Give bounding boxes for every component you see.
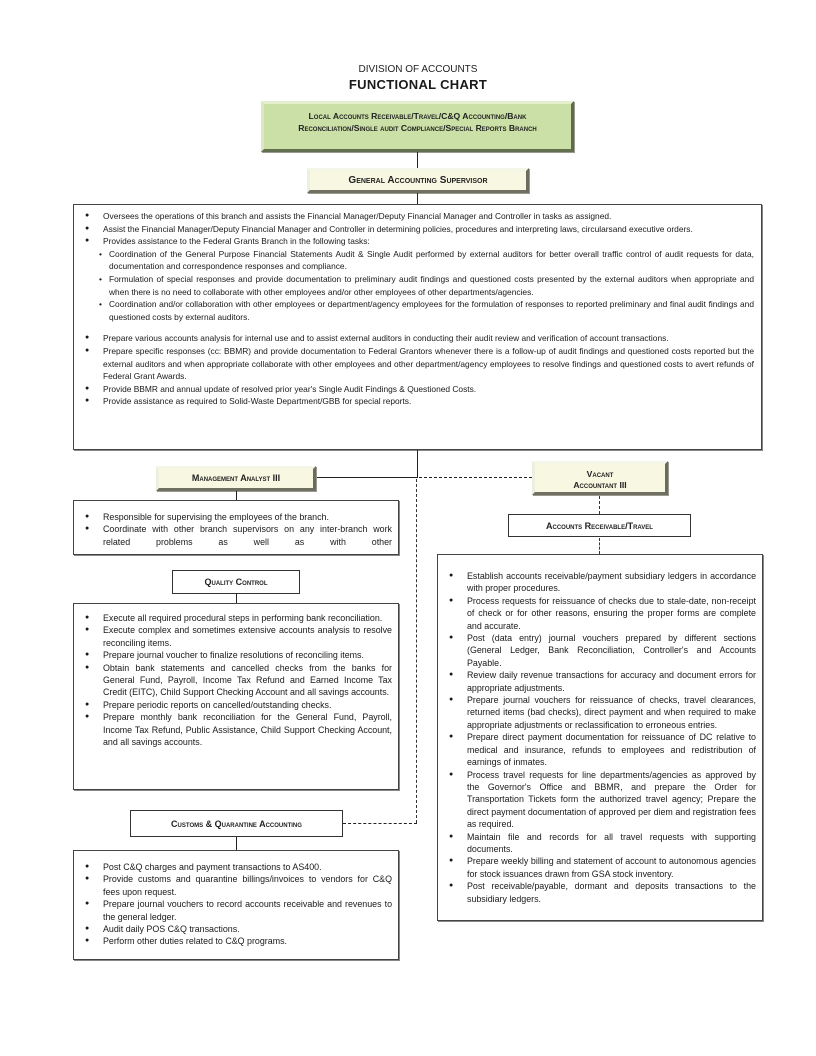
supervisor-duties-list — [77, 210, 754, 323]
connector-line — [417, 152, 418, 169]
duty-item: ● Maintain file and records for all travel requests with supporting documents. — [441, 831, 756, 856]
accounts-receivable-title: Accounts Receivable/Travel — [546, 520, 653, 531]
duty-item: ● Prepare monthly bank reconciliation for the General Fund, Payroll, Income Tax Refund, Public Assistance, Child Support Checking Account, and all savings accounts. — [77, 711, 392, 748]
supervisor-duties-list-2 — [77, 332, 754, 408]
customs-quarantine-title-box — [130, 810, 343, 837]
subtask-item: • Formulation of special responses and provide documentation to preliminary audit findings and questioned costs presented by the external auditors when appropriate and when there is no need to collaborate with other employees and/or other employees of other departments/agencies. — [97, 273, 754, 298]
quality-control-duties-box — [73, 603, 399, 790]
supervisor-duties-box — [73, 204, 762, 450]
duty-item-text: Provides assistance to the Federal Grants Branch in the following tasks: — [103, 236, 370, 247]
duty-item: ● Post receivable/payable, dormant and deposits transactions to the subsidiary ledgers. — [441, 880, 756, 905]
duty-item: ● Oversees the operations of this branch and assists the Financial Manager/Deputy Financial Manager and Controller in tasks as assigned. — [77, 210, 754, 223]
duty-item: ● Post C&Q charges and payment transactions to AS400. — [77, 861, 392, 873]
duty-item: ● Audit daily POS C&Q transactions. — [77, 923, 392, 935]
duty-item: ● Review daily revenue transactions for accuracy and document errors for appropriate adjustments. — [441, 669, 756, 694]
subtask-item: • Coordination of the General Purpose Financial Statements Audit & Single Audit performed by external auditors for better overall traffic control of audit requests for data, documentation and correspondence responses and compliance. — [97, 248, 754, 273]
management-analyst-title-box — [156, 466, 316, 491]
dashed-connector — [343, 823, 417, 824]
duty-item: ● Perform other duties related to C&Q programs. — [77, 935, 392, 947]
customs-quarantine-duties-list — [77, 861, 392, 948]
duty-item: ● Provide assistance as required to Solid-Waste Department/GBB for special reports. — [77, 395, 754, 408]
duty-item: ● Prepare journal vouchers to record accounts receivable and revenues to the general ledger. — [77, 898, 392, 923]
accountant-title: Accountant III — [573, 480, 627, 490]
connector-line — [236, 837, 237, 851]
connector-line — [417, 450, 418, 478]
accounts-receivable-duties-box — [437, 554, 763, 921]
duty-item: ● Prepare direct payment documentation for reissuance of DC relative to medical and insurance, refunds to employees and redistribution of earnings of inmates. — [441, 731, 756, 768]
dashed-connector — [419, 477, 532, 478]
quality-control-title: Quality Control — [204, 577, 268, 587]
federal-grants-subtasks — [97, 248, 754, 324]
dashed-connector — [599, 538, 600, 554]
duty-item — [77, 235, 754, 323]
duty-item: ● Coordinate with other branch supervisors on any inter-branch work related problems as well as with other — [77, 523, 392, 548]
duty-item: ● Process requests for reissuance of checks due to stale-date, non-receipt of check or for other reasons, ensuring the proper forms are complete and accurate. — [441, 595, 756, 632]
duty-item: ● Prepare specific responses (cc: BBMR) and provide documentation to Federal Grantors whenever there is a follow-up of audit findings and questioned costs reported but the external auditors and when appropriate collaborate with other employees and other department/agency employees to resolve findings and questioned costs to avert refunds of Federal Grant Awards. — [77, 345, 754, 383]
management-analyst-duties-list — [77, 511, 392, 548]
duty-item: ● Obtain bank statements and cancelled checks from the banks for General Fund, Payroll, Income Tax Refund and Earned Income Tax Credit (EITC), Child Support Checking Account and all savings accounts. — [77, 662, 392, 699]
dashed-connector — [416, 479, 417, 823]
connector-line — [316, 477, 417, 478]
quality-control-title-box — [172, 570, 300, 594]
supervisor-title-box — [307, 168, 529, 193]
duty-item: ● Assist the Financial Manager/Deputy Financial Manager and Controller in determining policies, procedures and interpreting laws, circularsand executive orders. — [77, 223, 754, 236]
subtask-item: • Coordination and/or collaboration with other employees or department/agency employees for the formulation of responses to reported preliminary and final audit findings and questioned costs by external auditors. — [97, 298, 754, 323]
duty-item: ● Prepare weekly billing and statement of account to autonomous agencies for stock issuances drawn from GSA stock inventory. — [441, 855, 756, 880]
duty-item: ● Prepare journal vouchers for reissuance of checks, travel clearances, returned items (bad checks), direct payment and when required to make appropriate adjustments or reclassification to erroneous entries. — [441, 694, 756, 731]
management-analyst-title: Management Analyst III — [191, 473, 281, 483]
customs-quarantine-duties-box — [73, 850, 399, 960]
accounts-receivable-duties-list — [441, 570, 756, 905]
management-analyst-duties-box — [73, 500, 399, 555]
duty-item: ● Prepare periodic reports on cancelled/outstanding checks. — [77, 699, 392, 711]
supervisor-title: General Accounting Supervisor — [348, 175, 488, 186]
branch-label: Local Accounts Receivable/Travel/C&Q Accounting/Bank Reconciliation/Single audit Compliance/Special Reports Branch — [298, 111, 537, 133]
duty-item: ● Provide BBMR and annual update of resolved prior year's Single Audit Findings & Questioned Costs. — [77, 383, 754, 396]
division-heading: DIVISION OF ACCOUNTS — [358, 64, 478, 75]
quality-control-duties-list — [77, 612, 392, 748]
vacant-accountant-title-box — [532, 461, 668, 495]
duty-item: ● Provide customs and quarantine billings/invoices to vendors for C&Q fees upon request. — [77, 873, 392, 898]
vacant-label: Vacant — [586, 469, 614, 479]
duty-item: ● Prepare journal voucher to finalize resolutions of reconciling items. — [77, 649, 392, 661]
duty-item: ● Establish accounts receivable/payment subsidiary ledgers in accordance with proper procedures. — [441, 570, 756, 595]
duty-item: ● Process travel requests for line departments/agencies as approved by the Governor's Office and BBMR, and prepare the Order for Transportation Tickets form the authorized travel agency; Prepare the direct payment documentation of approved per diem and registration fees as required. — [441, 769, 756, 831]
accounts-receivable-title-box — [508, 514, 691, 537]
branch-box — [261, 101, 574, 152]
dashed-connector — [599, 496, 600, 514]
duty-item: ● Execute complex and sometimes extensive accounts analysis to resolve reconciling items. — [77, 624, 392, 649]
duty-item: ● Responsible for supervising the employees of the branch. — [77, 511, 392, 523]
duty-item: ● Execute all required procedural steps in performing bank reconciliation. — [77, 612, 392, 624]
chart-title: FUNCTIONAL CHART — [348, 77, 488, 92]
duty-item: ● Post (data entry) journal vouchers prepared by different sections (General Ledger, Bank Reconciliation, Controller's and Accounts Payable. — [441, 632, 756, 669]
customs-quarantine-title: Customs & Quarantine Accounting — [171, 818, 302, 829]
duty-item: ● Prepare various accounts analysis for internal use and to assist external auditors in conducting their audit review and verification of account transactions. — [77, 332, 754, 345]
